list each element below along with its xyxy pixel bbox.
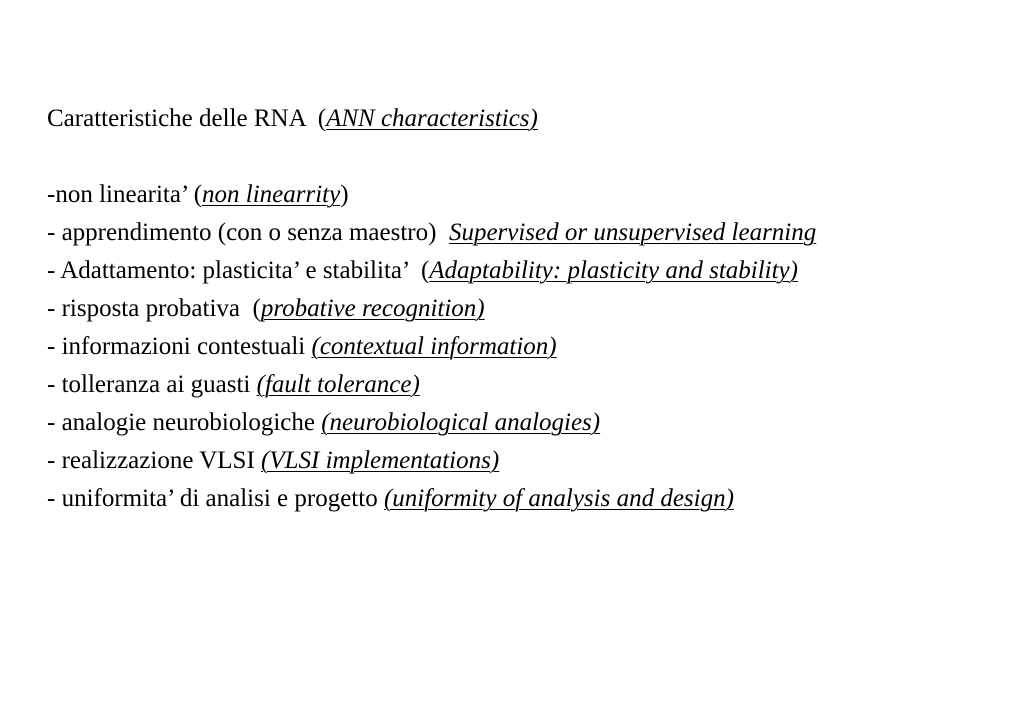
list-item-vlsi-implementation (47, 442, 499, 480)
item-italian-text: -non linearita’ ( (47, 181, 203, 208)
item-suffix: ) (340, 181, 349, 208)
list-item-uniformity (47, 480, 734, 518)
list-item-adaptability (47, 252, 798, 290)
list-item-probative-response (47, 290, 485, 328)
item-english-text: (VLSI implementations) (261, 447, 500, 474)
item-italian-text: - realizzazione VLSI (47, 447, 262, 474)
item-english-text: (neurobiological analogies) (321, 409, 601, 436)
item-english-text: probative recognition) (260, 295, 485, 322)
item-italian-text: - informazioni contestuali (47, 333, 312, 360)
item-english-text: Supervised or unsupervised learning (448, 219, 817, 246)
item-italian-text: - uniformita’ di analisi e progetto (47, 485, 384, 512)
item-english-text: Adaptability: plasticity and stability) (429, 257, 798, 284)
item-italian-text: - apprendimento (con o senza maestro) (47, 219, 449, 246)
item-english-text: (uniformity of analysis and design) (383, 485, 734, 512)
list-item-non-linearity (47, 176, 349, 214)
list-item-neurobiological-analogies (47, 404, 600, 442)
item-english-text: (fault tolerance) (256, 371, 420, 398)
item-english-text: non linearrity (202, 181, 341, 208)
title-english-text: ANN characteristics) (326, 105, 538, 132)
title-italian-text: Caratteristiche delle RNA ( (47, 105, 327, 132)
item-english-text: (contextual information) (311, 333, 557, 360)
list-item-learning (47, 214, 816, 252)
item-italian-text: - analogie neurobiologiche (47, 409, 322, 436)
item-italian-text: - risposta probativa ( (47, 295, 261, 322)
item-italian-text: - tolleranza ai guasti (47, 371, 257, 398)
list-item-fault-tolerance (47, 366, 420, 404)
slide-title (47, 100, 538, 138)
list-item-contextual-information (47, 328, 557, 366)
item-italian-text: - Adattamento: plasticita’ e stabilita’ ( (47, 257, 430, 284)
